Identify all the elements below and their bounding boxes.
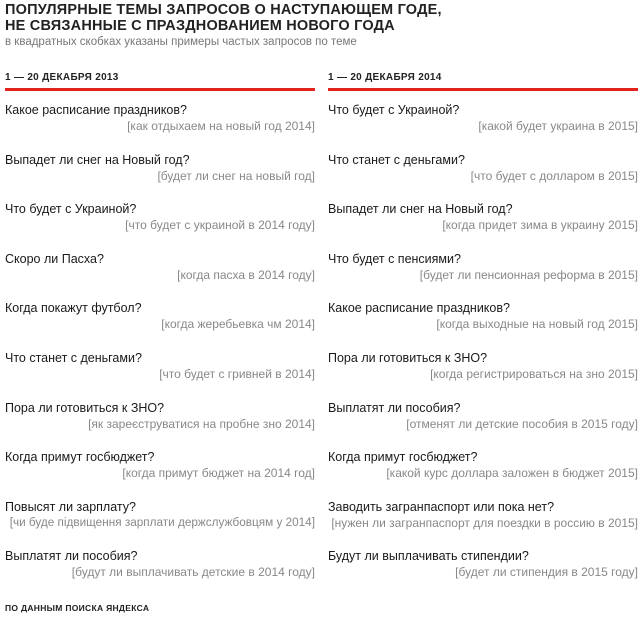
query-topic: Повысят ли зарплату?	[5, 499, 136, 514]
query-example: [отменят ли детские пособия в 2015 году]	[406, 416, 638, 431]
query-topic: Когда примут госбюджет?	[328, 450, 478, 465]
page-title	[5, 2, 635, 34]
list-item	[328, 401, 638, 451]
query-topic: Когда примут госбюджет?	[5, 450, 155, 465]
red-divider	[5, 88, 315, 91]
query-example: [когда придет зима в украину 2015]	[442, 218, 638, 233]
red-divider	[328, 88, 638, 91]
list-item	[5, 202, 315, 252]
query-example: [какой будет украина в 2015]	[478, 119, 638, 133]
query-topic: Что будет с пенсиями?	[328, 251, 461, 266]
query-topic: Пора ли готовиться к ЗНО?	[328, 350, 488, 365]
list-item	[5, 549, 315, 599]
query-example: [будет ли пенсионная реформа в 2015]	[419, 267, 638, 282]
column-header: 1 — 20 ДЕКАБРЯ 2013	[5, 72, 119, 83]
list-item	[5, 103, 315, 153]
list-item	[328, 450, 638, 500]
query-list	[328, 103, 638, 599]
query-topic: Какое расписание праздников?	[328, 301, 510, 316]
query-topic: Что будет с Украиной?	[328, 103, 460, 117]
query-topic: Когда покажут футбол?	[5, 301, 142, 316]
query-topic: Пора ли готовиться к ЗНО?	[5, 400, 165, 415]
query-topic: Какое расписание праздников?	[5, 103, 187, 117]
column-2014	[328, 72, 638, 599]
query-topic: Что будет с Украиной?	[5, 202, 137, 217]
query-example: [что будет с гривней в 2014]	[159, 366, 315, 381]
query-example: [когда примут бюджет на 2014 год]	[122, 466, 315, 481]
list-item	[5, 301, 315, 351]
query-example: [будет ли стипендия в 2015 году]	[455, 565, 638, 580]
query-example: [когда жеребьевка чм 2014]	[161, 317, 315, 332]
list-item	[328, 549, 638, 599]
query-topic: Выпадет ли снег на Новый год?	[328, 202, 513, 217]
query-example: [когда выходные на новый год 2015]	[436, 317, 638, 332]
query-topic: Что станет с деньгами?	[5, 350, 142, 365]
query-example: [чи буде підвищення зарплати держслужбовцям у 2014]	[9, 515, 315, 529]
source-note: ПО ДАННЫМ ПОИСКА ЯНДЕКСА	[5, 603, 150, 613]
query-example: [какой курс доллара заложен в бюджет 2015]	[386, 466, 638, 481]
query-list	[5, 103, 315, 599]
page-title-line-1: ПОПУЛЯРНЫЕ ТЕМЫ ЗАПРОСОВ О НАСТУПАЮЩЕМ ГОДЕ,	[5, 2, 442, 18]
query-topic: Скоро ли Пасха?	[5, 251, 104, 266]
query-topic: Выпадет ли снег на Новый год?	[5, 152, 190, 167]
query-example: [когда регистрироваться на зно 2015]	[430, 366, 638, 381]
query-example: [будет ли снег на новый год]	[157, 168, 315, 183]
list-item	[328, 153, 638, 203]
query-topic: Выплатят ли пособия?	[5, 549, 138, 564]
list-item	[5, 153, 315, 203]
list-item	[328, 351, 638, 401]
list-item	[328, 301, 638, 351]
query-example: [что будет с долларом в 2015]	[470, 168, 638, 183]
column-header: 1 — 20 ДЕКАБРЯ 2014	[328, 72, 442, 83]
query-topic: Выплатят ли пособия?	[328, 400, 461, 415]
query-example: [як зареєструватися на пробне зно 2014]	[88, 416, 315, 431]
list-item	[5, 500, 315, 550]
list-item	[5, 351, 315, 401]
list-item	[5, 401, 315, 451]
list-item	[5, 252, 315, 302]
query-topic: Что станет с деньгами?	[328, 152, 465, 167]
column-2013	[5, 72, 315, 599]
query-example: [как отдыхаем на новый год 2014]	[127, 119, 315, 133]
query-topic: Будут ли выплачивать стипендии?	[328, 549, 529, 564]
query-example: [будут ли выплачивать детские в 2014 году]	[71, 565, 315, 580]
page-subtitle: в квадратных скобках указаны примеры частых запросов по теме	[5, 36, 357, 48]
query-topic: Заводить загранпаспорт или пока нет?	[328, 499, 555, 514]
page-title-line-2: НЕ СВЯЗАННЫЕ С ПРАЗДНОВАНИЕМ НОВОГО ГОДА	[5, 18, 395, 34]
query-example: [когда пасха в 2014 году]	[177, 267, 315, 282]
list-item	[328, 202, 638, 252]
list-item	[328, 103, 638, 153]
query-example: [нужен ли загранпаспорт для поездки в россию в 2015]	[331, 515, 638, 530]
list-item	[5, 450, 315, 500]
query-example: [что будет с украиной в 2014 году]	[125, 218, 315, 233]
list-item	[328, 500, 638, 550]
list-item	[328, 252, 638, 302]
